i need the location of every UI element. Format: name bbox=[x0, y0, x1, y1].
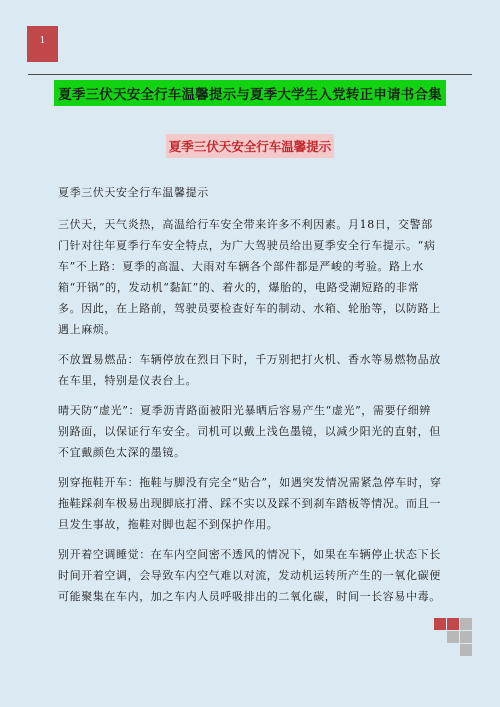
paragraph: 别穿拖鞋开车：拖鞋与脚没有完全“贴合”，如遇突发情况需紧急停车时，穿拖鞋踩刹车极易出现脚底打滑、踩不实以及踩不到刹车踏板等情况。而且一旦发生事故，拖鞋对脚也起不到保护作用。 bbox=[58, 476, 442, 531]
page-number-badge bbox=[27, 26, 58, 62]
section-heading: 夏季三伏天安全行车温馨提示 bbox=[58, 186, 209, 199]
main-title: 夏季三伏天安全行车温馨提示与夏季大学生入党转正申请书合集 bbox=[54, 80, 446, 106]
deco-square bbox=[447, 631, 459, 643]
document-body bbox=[58, 182, 442, 616]
corner-decoration bbox=[434, 618, 472, 656]
main-title-container bbox=[0, 80, 500, 106]
paragraph: 别开着空调睡觉：在车内空间密不透风的情况下，如果在车辆停止状态下长时间开着空调，会导致车内空气难以对流，发动机运转所产生的一氧化碳便可能聚集在车内，加之车内人员呼吸排出的二氧化碳，时间一长容易中毒。 bbox=[58, 548, 441, 603]
deco-square bbox=[434, 618, 446, 630]
deco-square bbox=[447, 618, 459, 630]
deco-square bbox=[460, 618, 472, 630]
deco-square bbox=[460, 631, 472, 643]
sub-title: 夏季三伏天安全行车温馨提示 bbox=[166, 134, 335, 158]
header-divider bbox=[28, 74, 472, 75]
paragraph: 三伏天，天气炎热，高温给行车安全带来许多不利因素。月18日，交警部门针对往年夏季行车安全特点，为广大驾驶员给出夏季安全行车提示。“病车”不上路：夏季的高温、大雨对车辆各个部件都是严峻的考验。路上水箱“开锅”的，发动机“黏缸”的、着火的，爆胎的，电路受潮短路的非常多。因此，在上路前，驾驶员要检查好车的制动、水箱、轮胎等，以防路上遇上麻烦。 bbox=[58, 218, 441, 336]
page-number: 1 bbox=[39, 36, 46, 46]
sub-title-container bbox=[0, 134, 500, 158]
deco-square bbox=[460, 644, 472, 656]
paragraph: 不放置易燃品：车辆停放在烈日下时，千万别把打火机、香水等易燃物品放在车里，特别是仪表台上。 bbox=[58, 353, 441, 387]
paragraph: 晴天防“虚光”：夏季沥青路面被阳光暴晒后容易产生“虚光”，需要仔细辨别路面，以保证行车安全。司机可以戴上浅色墨镜，以减少阳光的直射，但不宜戴颜色太深的墨镜。 bbox=[58, 404, 441, 459]
